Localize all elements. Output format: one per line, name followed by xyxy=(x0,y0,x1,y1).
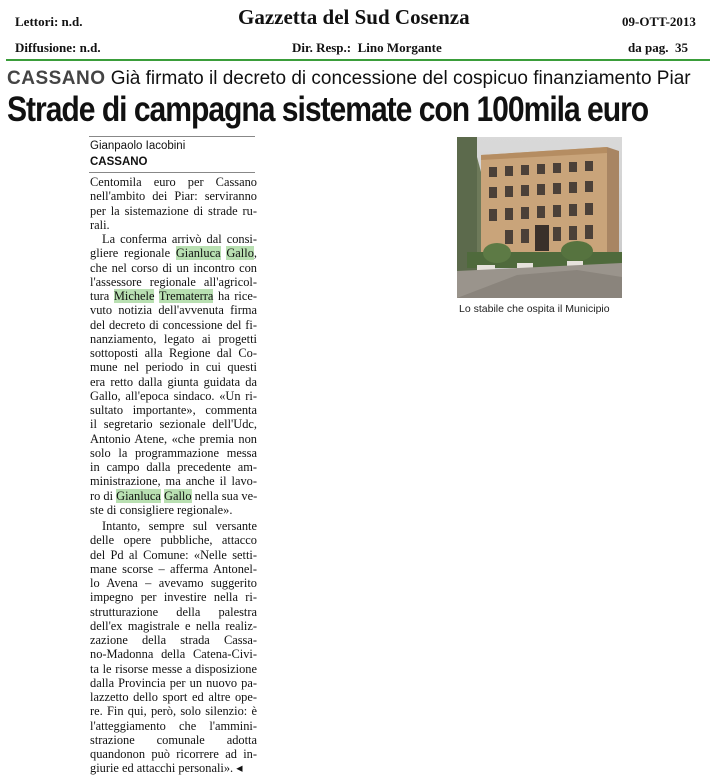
article-line xyxy=(90,548,257,562)
dateline: CASSANO xyxy=(90,156,148,168)
kicker xyxy=(7,68,691,90)
line-text: dell'ex magistrale e nella realiz- xyxy=(90,618,257,633)
article-line xyxy=(90,576,257,590)
article-line xyxy=(90,619,257,633)
kicker-location: CASSANO xyxy=(7,68,106,89)
article-line xyxy=(90,218,257,232)
article-line xyxy=(90,733,257,747)
article-line xyxy=(90,633,257,647)
photo-caption: Lo stabile che ospita il Municipio xyxy=(459,303,610,315)
headline: Strade di campagna sistemate con 100mila euro xyxy=(7,90,649,129)
page-ref xyxy=(628,40,688,56)
article-line xyxy=(90,460,257,474)
article-line xyxy=(90,474,257,488)
line-text: nell'ambito dei Piar: serviranno xyxy=(90,189,257,204)
line-text: del Pd al Comune: «Nelle setti- xyxy=(90,547,257,562)
article-line xyxy=(90,389,257,403)
line-text: zazione della strada Cassa- xyxy=(90,633,257,647)
byline-top-rule xyxy=(89,136,255,137)
circulation-label: Diffusione: n.d. xyxy=(15,40,101,55)
line-text: che nel corso di un incontro con xyxy=(90,260,257,275)
page-number: 35 xyxy=(674,40,688,55)
line-text: La conferma arrivò dal consi- xyxy=(102,232,257,246)
line-text: rali. xyxy=(90,217,110,232)
line-text: era retto dalla giunta guidata da xyxy=(90,374,257,389)
article-line xyxy=(90,489,257,503)
kicker-text: Già firmato il decreto di concessione del cospicuo finanziamento Piar xyxy=(110,68,691,89)
header-rule xyxy=(6,59,710,61)
readers-label: Lettori: n.d. xyxy=(15,14,83,29)
line-text: mane scorse – afferma Antonel- xyxy=(90,561,257,576)
article-line xyxy=(90,690,257,704)
article-line xyxy=(90,446,257,460)
article-line xyxy=(90,303,257,317)
article-line xyxy=(90,647,257,661)
line-text: sottoposti alla Regione dal Co- xyxy=(90,346,257,360)
newspaper-title: Gazzetta del Sud Cosenza xyxy=(238,5,470,29)
municipio-photo xyxy=(457,137,622,298)
article-line xyxy=(90,562,257,576)
author-name: Gianpaolo Iacobini xyxy=(90,140,186,152)
article-line xyxy=(90,318,257,332)
highlighted-name: Gallo xyxy=(164,488,192,503)
article-line xyxy=(90,375,257,389)
byline-bottom-rule xyxy=(89,172,255,173)
line-text: delle opere pubbliche, attacco xyxy=(90,533,257,548)
article-line xyxy=(90,432,257,446)
line-text: ministrazione, ma anche il lavo- xyxy=(90,474,257,489)
line-text: del decreto di concessione del fi- xyxy=(90,317,257,332)
highlighted-name: Gianluca xyxy=(116,488,161,503)
article-line xyxy=(90,403,257,417)
page-label: da pag. xyxy=(628,40,669,55)
article-line xyxy=(90,533,257,547)
line-text: strutturazione della palestra xyxy=(90,604,257,619)
article-line xyxy=(90,704,257,718)
article-body xyxy=(90,175,257,776)
article-line xyxy=(90,519,257,533)
line-text: nanziamento, legato ai progetti xyxy=(90,331,257,346)
line-text: mune nel periodo in cui questi xyxy=(90,360,257,375)
director-line xyxy=(292,40,442,56)
article-line xyxy=(90,747,257,761)
article-line xyxy=(90,417,257,431)
line-text: impegno per investire nella ri- xyxy=(90,590,257,605)
line-text: Gallo, all'epoca sindaco. «Un ri- xyxy=(90,388,257,403)
line-text: giurie ed attacchi personali». ◂ xyxy=(90,761,243,776)
article-line xyxy=(90,662,257,676)
publication-date: 09-OTT-2013 xyxy=(622,14,696,29)
line-text: strazione comunale adotta xyxy=(90,732,257,747)
article-line xyxy=(90,605,257,619)
director-label: Dir. Resp.: xyxy=(292,40,352,55)
article-line xyxy=(90,175,257,189)
line-text: lo Avena – avevamo suggerito xyxy=(90,576,257,590)
line-text: vuto notizia dell'avvenuta firma xyxy=(90,303,257,318)
line-text: re. Fin qui, però, solo silenzio: è xyxy=(90,704,257,719)
article-line xyxy=(90,232,257,246)
article-line xyxy=(90,246,257,260)
highlighted-name: Michele xyxy=(113,289,155,303)
article-line xyxy=(90,719,257,733)
highlighted-name: Trematerra xyxy=(158,289,214,303)
line-text: Intanto, sempre sul versante xyxy=(102,519,257,533)
highlighted-name: Gianluca xyxy=(175,246,221,261)
article-line xyxy=(90,761,257,775)
article-line xyxy=(90,346,257,360)
line-text: sultato importante», commenta xyxy=(90,403,257,417)
article-line xyxy=(90,503,257,517)
line-text: il segretario sezionale dell'Udc, xyxy=(90,417,257,432)
article-line xyxy=(90,261,257,275)
line-text: ta le risorse messe a disposizione xyxy=(90,661,257,676)
article-line xyxy=(90,275,257,289)
article-line xyxy=(90,332,257,346)
line-text: gliere regionale xyxy=(90,246,176,261)
article-line xyxy=(90,676,257,690)
line-text: solo la programmazione messa xyxy=(90,445,257,460)
line-text: nella sua ve- xyxy=(191,488,257,503)
line-text: dalla Provincia per un nuovo pa- xyxy=(90,675,257,690)
line-text: ha rice- xyxy=(213,289,257,303)
line-text: Centomila euro per Cassano xyxy=(90,175,257,189)
director-name: Lino Morgante xyxy=(357,40,442,55)
article-line xyxy=(90,289,257,303)
building-photo-illustration xyxy=(457,137,622,298)
line-text: , xyxy=(253,246,257,261)
line-text: l'atteggiamento che l'ammini- xyxy=(90,718,257,733)
highlighted-name: Gallo xyxy=(226,246,254,261)
line-text: quandonon può ricorrere ad in- xyxy=(90,747,257,761)
line-text: lazzetto dello sport ed altre ope- xyxy=(90,690,257,704)
line-text: l'assessore regionale all'agricol- xyxy=(90,274,257,289)
line-text: in campo dalla precedente am- xyxy=(90,460,257,474)
line-text: ste di consigliere regionale». xyxy=(90,502,233,517)
line-text: ro di xyxy=(90,488,117,503)
article-line xyxy=(90,360,257,374)
article-line xyxy=(90,189,257,203)
article-line xyxy=(90,590,257,604)
line-text: Antonio Atene, «che premia non xyxy=(90,431,257,446)
article-line xyxy=(90,204,257,218)
line-text: per la sistemazione di strade ru- xyxy=(90,203,257,218)
line-text: no-Madonna della Catena-Civi- xyxy=(90,647,257,662)
line-text: tura xyxy=(90,289,114,303)
